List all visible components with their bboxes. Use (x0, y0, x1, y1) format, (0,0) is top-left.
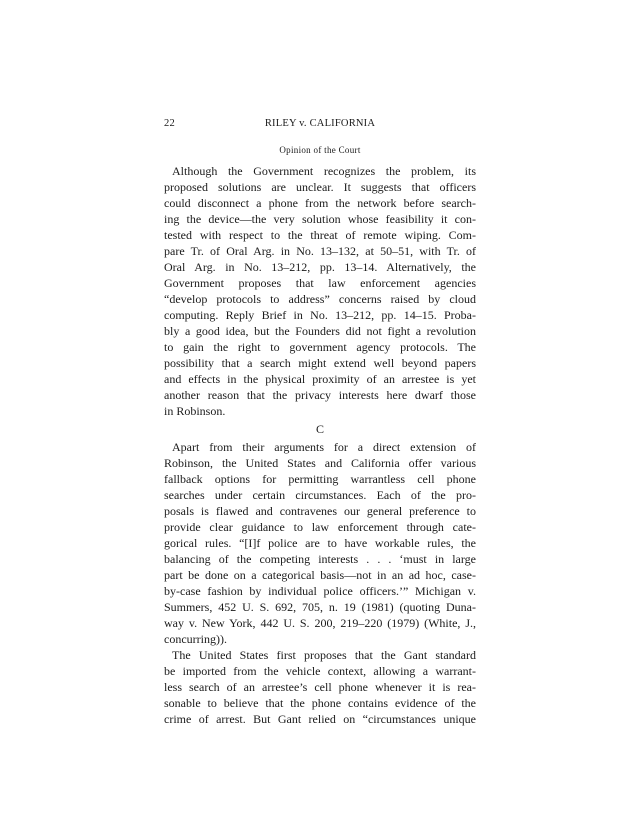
page-number: 22 (164, 118, 175, 129)
text-line: “develop protocols to address” concerns raised by cloud (164, 292, 476, 306)
text-line: sonable to believe that the phone contains evidence of the (164, 696, 476, 710)
text-line: provide clear guidance to law enforcement through cate- (164, 520, 476, 534)
text-line: another reason that the privacy interests here dwarf those (164, 388, 476, 402)
text-line: tested with respect to the threat of remote wiping. Com- (164, 228, 476, 242)
text-line: Although the Government recognizes the problem, its (172, 164, 476, 178)
text-line: ing the device—the very solution whose feasibility it con- (164, 212, 476, 226)
text-line: The United States first proposes that the Gant standard (172, 648, 476, 662)
opinion-subhead: Opinion of the Court (279, 145, 361, 155)
text-line: computing. Reply Brief in No. 13–212, pp. 14–15. Proba- (164, 308, 476, 322)
text-line: way v. New York, 442 U. S. 200, 219–220 (1979) (White, J., (164, 616, 476, 630)
text-line: bly a good idea, but the Founders did not fight a revolution (164, 324, 476, 338)
text-line: crime of arrest. But Gant relied on “circumstances unique (164, 712, 476, 726)
opinion-page (164, 118, 476, 727)
text-line: searches under certain circumstances. Each of the pro- (164, 488, 476, 502)
text-line: posals is flawed and contravenes our general preference to (164, 504, 476, 518)
section-heading: C (315, 422, 324, 436)
text-line: Oral Arg. in No. 13–212, pp. 13–14. Alternatively, the (164, 260, 476, 274)
text-line: in Robinson. (164, 404, 226, 418)
text-line: Robinson, the United States and California offer various (164, 456, 476, 470)
opinion-body (164, 163, 476, 727)
text-line: by-case fashion by individual police officers.’” Michigan v. (164, 584, 476, 598)
case-title: RILEY v. CALIFORNIA (264, 118, 376, 129)
running-head (164, 118, 476, 134)
paragraph-2 (164, 439, 476, 647)
text-line: and effects in the physical proximity of an arrestee is yet (164, 372, 476, 386)
text-line: gorical rules. “[I]f police are to have workable rules, the (164, 536, 476, 550)
text-line: Apart from their arguments for a direct extension of (172, 440, 476, 454)
text-line: could disconnect a phone from the network before search- (164, 196, 476, 210)
text-line: possibility that a search might extend well beyond papers (164, 356, 476, 370)
text-line: fallback options for permitting warrantless cell phone (164, 472, 476, 486)
text-line: be imported from the vehicle context, allowing a warrant- (164, 664, 476, 678)
paragraph-1 (164, 163, 476, 419)
paragraph-3 (164, 647, 476, 727)
text-line: pare Tr. of Oral Arg. in No. 13–132, at 50–51, with Tr. of (164, 244, 476, 258)
text-line: balancing of the competing interests . . . ‘must in large (164, 552, 476, 566)
text-line: part be done on a categorical basis—not in an ad hoc, case- (164, 568, 476, 582)
text-line: less search of an arrestee’s cell phone whenever it is rea- (164, 680, 476, 694)
text-line: concurring)). (164, 632, 227, 646)
text-line: to gain the right to government agency protocols. The (164, 340, 476, 354)
text-line: Government proposes that law enforcement agencies (164, 276, 476, 290)
text-line: proposed solutions are unclear. It suggests that officers (164, 180, 476, 194)
text-line: Summers, 452 U. S. 692, 705, n. 19 (1981) (quoting Duna- (164, 600, 476, 614)
